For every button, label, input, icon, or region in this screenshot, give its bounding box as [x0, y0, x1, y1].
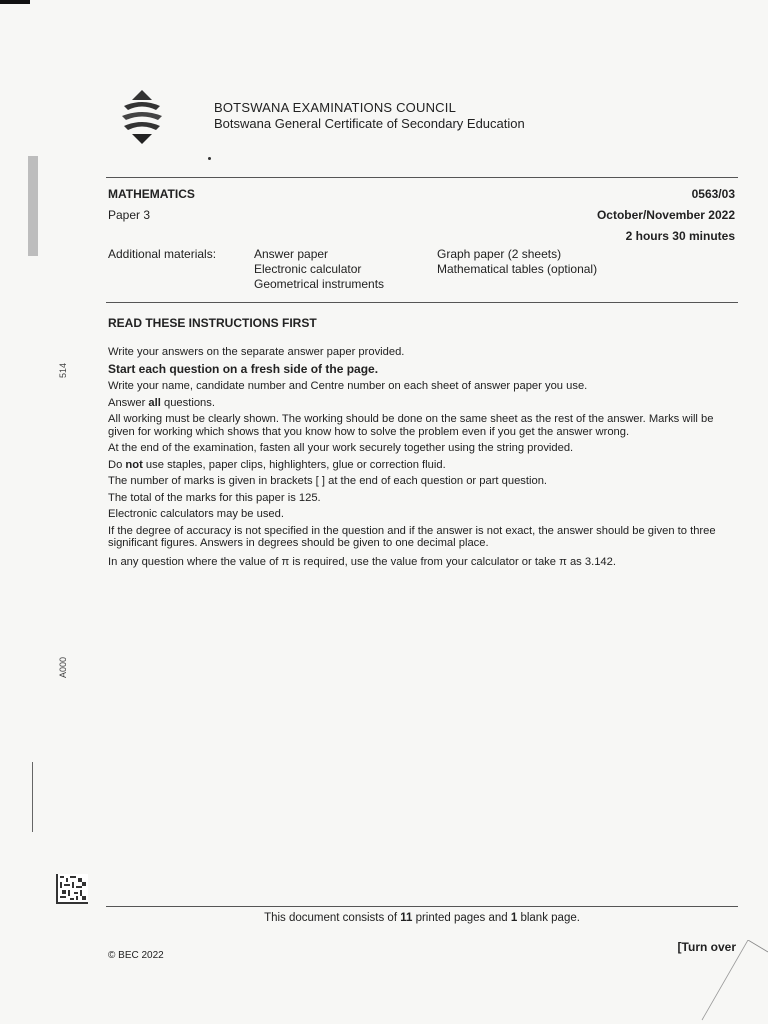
margin-code-bottom: A000 — [58, 656, 68, 678]
speck — [208, 157, 211, 160]
instruction-line — [108, 363, 738, 377]
instructions-title: READ THESE INSTRUCTIONS FIRST — [108, 316, 317, 330]
middle-rule — [106, 302, 738, 303]
instruction-text: Answer — [108, 396, 149, 409]
margin-code-top: 514 — [58, 362, 68, 378]
page-count-note — [106, 912, 738, 924]
instruction-line: Electronic calculators may be used. — [108, 508, 284, 520]
instruction-text: questions. — [160, 396, 215, 409]
instruction-line: All working must be clearly shown. The working should be done on the same sheet as the rest of the answer. Marks will be given for working which shows that you know how to solve the problem even if you get the answer wrong. — [108, 413, 714, 438]
material-item: Electronic calculator — [254, 262, 362, 276]
instruction-text: use staples, paper clips, highlighters, glue or correction fluid. — [142, 458, 446, 471]
material-item: Mathematical tables (optional) — [437, 262, 598, 276]
copyright: © BEC 2022 — [108, 950, 164, 961]
instruction-line: In any question where the value of π is required, use the value from your calculator or take π as 3.142. — [108, 555, 616, 568]
instruction-line: If the degree of accuracy is not specified in the question and if the answer is not exact, the answer should be given to three significant figures. Answers in degrees should be given to one decimal place. — [108, 524, 716, 549]
instruction-emphasis: Start each question on a fresh side of the page. — [108, 361, 379, 376]
bec-logo — [118, 88, 166, 146]
top-rule — [106, 177, 738, 178]
instruction-line: Write your name, candidate number and Centre number on each sheet of answer paper you use. — [108, 380, 588, 392]
instruction-line — [108, 397, 738, 410]
council-name: BOTSWANA EXAMINATIONS COUNCIL — [214, 100, 456, 115]
subject-title: MATHEMATICS — [108, 187, 195, 201]
exam-session: October/November 2022 — [596, 208, 735, 222]
material-item: Answer paper — [254, 247, 329, 261]
instruction-emphasis: all — [148, 396, 161, 409]
footer-text: blank page. — [517, 912, 580, 924]
bottom-rule — [106, 906, 738, 907]
footer-text: This document consists of — [264, 912, 401, 924]
scan-margin-bar — [28, 156, 38, 256]
instruction-text: Do — [108, 458, 126, 471]
material-item: Geometrical instruments — [254, 277, 385, 291]
printed-page-count: 11 — [400, 912, 413, 924]
instructions-list — [108, 346, 738, 572]
instruction-line — [108, 459, 738, 472]
blank-page-count: 1 — [510, 912, 518, 924]
instruction-line: Write your answers on the separate answer paper provided. — [108, 346, 405, 358]
certificate-name: Botswana General Certificate of Secondary Education — [214, 116, 525, 131]
exam-duration: 2 hours 30 minutes — [625, 229, 735, 243]
instruction-emphasis: not — [125, 458, 143, 471]
material-item: Graph paper (2 sheets) — [437, 247, 562, 261]
footer-text: printed pages and — [412, 912, 511, 924]
paper-code: 0563/03 — [691, 187, 735, 201]
instruction-line: The total of the marks for this paper is 125. — [108, 491, 321, 504]
paper-fold-mark — [700, 940, 768, 1024]
materials-column-1 — [254, 247, 384, 292]
materials-label: Additional materials: — [108, 247, 217, 261]
turn-over: [Turn over — [677, 940, 736, 954]
corner-mark — [0, 0, 30, 4]
datamatrix-code-icon — [56, 874, 88, 904]
header-block — [214, 100, 525, 132]
paper-number: Paper 3 — [108, 208, 151, 222]
instruction-line: At the end of the examination, fasten all your work securely together using the string provided. — [108, 442, 574, 454]
materials-column-2 — [437, 247, 597, 277]
instruction-line: The number of marks is given in brackets [ ] at the end of each question or part question. — [108, 475, 548, 487]
page-edge-line — [32, 762, 33, 832]
